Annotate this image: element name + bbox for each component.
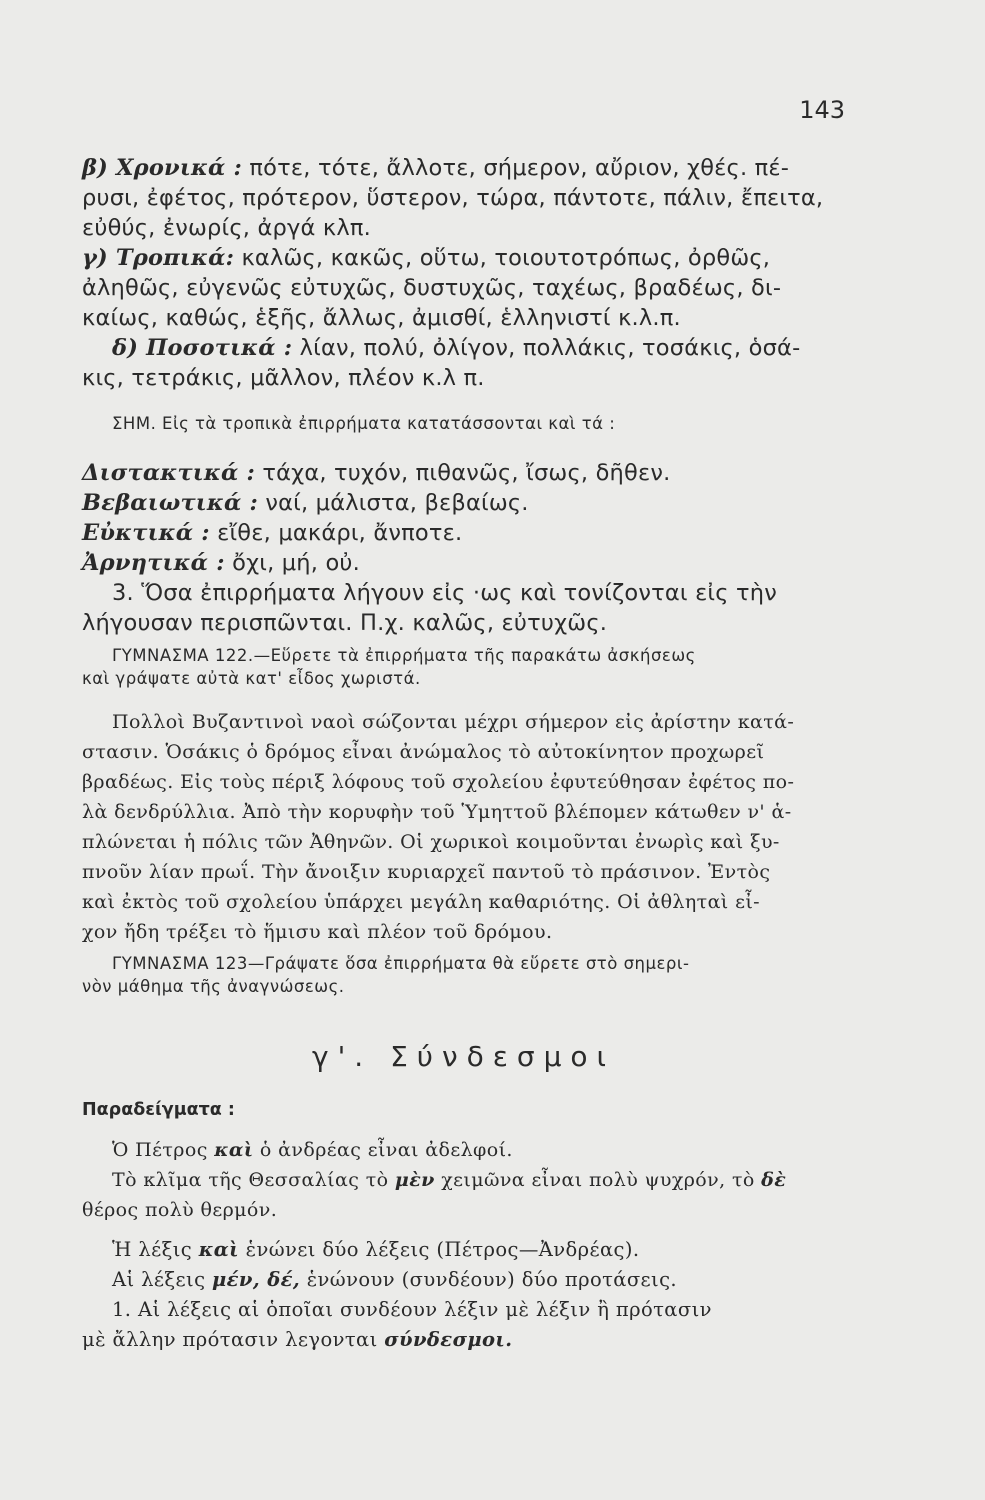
exercise-122: ΓΥΜΝΑΣΜΑ 122.—Εὕρετε τὰ ἐπιρρήματα τῆς παρακάτω ἀσκήσεως καὶ γράψατε αὐτὰ κατ' εἶδος χωριστά. (82, 646, 696, 688)
examples-label: Παραδείγματα : (82, 1100, 235, 1120)
category-bebaiotika: Βεβαιωτικά : ναί, μάλιστα, βεβαίως. (82, 490, 529, 516)
exercise-passage: Πολλοὶ Βυζαντινοὶ ναοὶ σώζονται μέχρι σήμερον εἰς ἀρίστην κατά- στασιν. Ὁσάκις ὁ δρόμος εἶναι ἀνώμαλος τὸ αὐτοκίνητον προχωρεῖ βραδέως. Εἰς τοὺς πέριξ λόφους τοῦ σχολείου ἐφυτεύθησαν ἐφέτος πο- λὰ δενδρύλλια. Ἀπὸ τὴν κορυφὴν τοῦ Ὑμηττοῦ βλέπομεν κάτωθεν ν' ἁ- πλώνεται ἡ πόλις τῶν Ἀθηνῶν. Οἱ χωρικοὶ κοιμοῦνται ἐνωρὶς καὶ ξυ- πνοῦν λίαν πρωΐ. Τὴν ἄνοιξιν κυριαρχεῖ παντοῦ τὸ πράσινον. Ἐντὸς καὶ ἐκτὸς τοῦ σχολείου ὑπάρχει μεγάλη καθαριότης. Οἱ ἀθληταὶ εἶ- χον ἤδη τρέξει τὸ ἥμισυ καὶ πλέον τοῦ δρόμου. (82, 711, 795, 943)
line-chronika: β) Χρονικά : πότε, τότε, ἄλλοτε, σήμερον, αὔριον, χθές. πέ- (82, 155, 790, 181)
line-tropika: γ) Τροπικά: καλῶς, κακῶς, οὕτω, τοιουτοτρόπως, ὀρθῶς, (82, 245, 771, 271)
explanations (82, 1235, 852, 1355)
example-1: Ὁ Πέτρος καὶ ὁ ἀνδρέας εἶναι ἀδελφοί. (112, 1139, 513, 1161)
explain-2: Αἱ λέξεις μέν, δέ, ἑνώνουν (συνδέουν) δύο προτάσεις. (112, 1268, 678, 1291)
line-posotika: δ) Ποσοτικά : λίαν, πολύ, ὀλίγον, πολλάκις, τοσάκις, ὁσά- (112, 335, 801, 361)
category-euktika: Εὐκτικά : εἴθε, μακάρι, ἄνποτε. (82, 520, 463, 546)
adverb-types-section: β) Χρονικά : πότε, τότε, ἄλλοτε, σήμερον, αὔριον, χθές. πέ- ρυσι, ἐφέτος, πρότερον, ὕστερον, τώρα, πάντοτε, πάλιν, ἔπειτα, εὐθύς, ἐνωρίς, ἀργά κλπ. γ) Τροπικά: καλῶς, κακῶς, οὕτω, τοιουτοτρόπως, ὀρθῶς, ἀληθῶς, εὐγενῶς εὐτυχῶς, δυστυχῶς, ταχέως, βραδέως, δι- καίως, καθώς, ἑξῆς, ἄλλως, ἀμισθί, ἑλληνιστί κ.λ.π. δ) Ποσοτικά : λίαν, πολύ, ὀλίγον, πολλάκις, τοσάκις, ὁσά- κις, τετράκις, μᾶλλον, πλέον κ.λ π. (82, 153, 852, 393)
category-arnitika: Ἀρνητικά : ὄχι, μή, οὐ. (82, 550, 360, 576)
explain-4: μὲ ἄλλην πρότασιν λεγονται σύνδεσμοι. (82, 1328, 513, 1351)
page-number: 143 (799, 96, 845, 124)
examples: Ὁ Πέτρος καὶ ὁ ἀνδρέας εἶναι ἀδελφοί. Τὸ κλῖμα τῆς Θεσσαλίας τὸ μὲν χειμῶνα εἶναι πολὺ ψυχρόν, τὸ δὲ θέρος πολὺ θερμόν. (82, 1135, 852, 1225)
category-distaktika: Διστακτικά : τάχα, τυχόν, πιθανῶς, ἴσως, δῆθεν. (82, 460, 671, 486)
example-2: Τὸ κλῖμα τῆς Θεσσαλίας τὸ μὲν χειμῶνα εἶναι πολὺ ψυχρόν, τὸ δὲ (112, 1169, 787, 1191)
rule-3: 3. Ὅσα ἐπιρρήματα λήγουν εἰς ·ως καὶ τονίζονται εἰς τὴν (112, 580, 777, 606)
explain-3: 1. Αἱ λέξεις αἱ ὁποῖαι συνδέουν λέξιν μὲ λέξιν ἢ πρότασιν (112, 1298, 712, 1321)
explain-1: Ἡ λέξις καὶ ἑνώνει δύο λέξεις (Πέτρος—Ἀνδρέας). (112, 1238, 640, 1261)
categories: Διστακτικά : τάχα, τυχόν, πιθανῶς, ἴσως, δῆθεν. Βεβαιωτικά : ναί, μάλιστα, βεβαίως. Εὐκτικά : εἴθε, μακάρι, ἄνποτε. Ἀρνητικά : ὄχι, μή, οὐ. 3. Ὅσα ἐπιρρήματα λήγουν εἰς ·ως καὶ τονίζονται εἰς τὴν λήγουσαν περισπῶνται. Π.χ. καλῶς, εὐτυχῶς. (82, 458, 852, 638)
note: ΣΗΜ. Εἰς τὰ τροπικὰ ἐπιρρήματα κατατάσσονται καὶ τά : (112, 414, 616, 433)
section-heading: γ'. Σύνδεσμοι (312, 1040, 616, 1073)
exercise-123: ΓΥΜΝΑΣΜΑ 123—Γράψατε ὅσα ἐπιρρήματα θὰ εὕρετε στὸ σημερι- νὸν μάθημα τῆς ἀναγνώσεως. (82, 954, 690, 996)
